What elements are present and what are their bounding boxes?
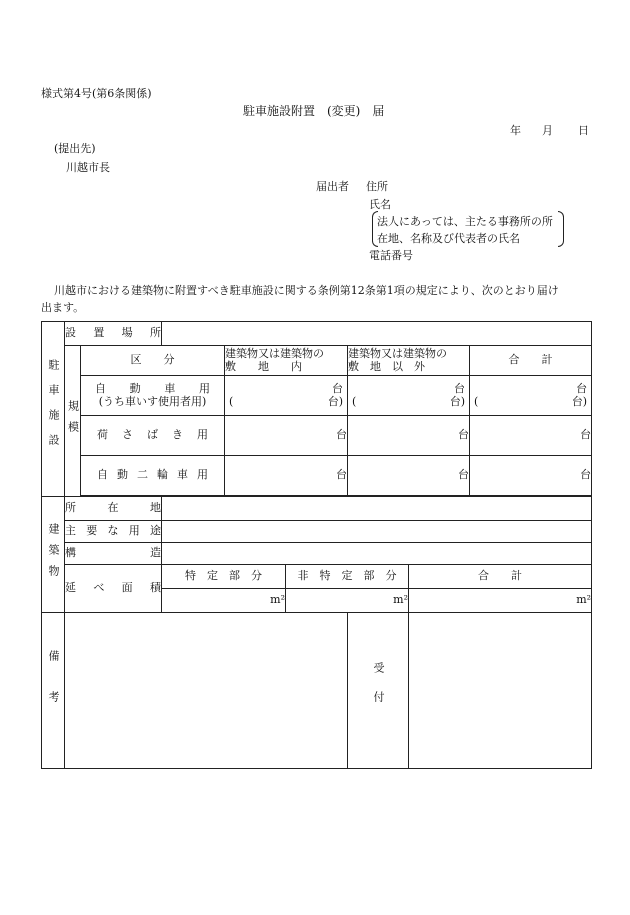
- form-title: 駐車施設附置 (変更) 届: [243, 104, 385, 118]
- motorcycle-inside-value[interactable]: 台: [225, 456, 348, 496]
- col-building-total: 合 計: [409, 565, 592, 589]
- receipt-value[interactable]: [409, 613, 592, 769]
- corporate-note-line1: 法人にあっては、主たる事務所の所: [377, 215, 553, 228]
- building-structure-value[interactable]: [162, 543, 592, 565]
- applicant-label: 届出者: [316, 180, 349, 193]
- total-area-value[interactable]: m²: [409, 589, 592, 613]
- col-category: 区 分: [81, 346, 225, 376]
- specific-area-value[interactable]: m²: [162, 589, 286, 613]
- building-location-label: 所在地: [65, 497, 162, 521]
- loading-outside-value[interactable]: 台: [348, 416, 470, 456]
- loading-total-value[interactable]: 台: [470, 416, 592, 456]
- parking-location-value[interactable]: [162, 322, 592, 346]
- date-day: 日: [578, 124, 589, 137]
- date-month: 月: [542, 124, 553, 137]
- corporate-note-line2: 在地、名称及び代表者の氏名: [377, 232, 520, 245]
- car-total-value[interactable]: 台 ( 台): [470, 376, 592, 416]
- nonspecific-area-value[interactable]: m²: [286, 589, 409, 613]
- parking-section-label: 駐車施設: [42, 322, 65, 497]
- col-specific: 特 定 部 分: [162, 565, 286, 589]
- building-structure-label: 構造: [65, 543, 162, 565]
- row-motorcycle-label: 自動二輪車用: [81, 456, 225, 496]
- row-loading-label: 荷さばき用: [81, 416, 225, 456]
- body-text-line1: 川越市における建築物に附置すべき駐車施設に関する条例第12条第1項の規定により、次のとおり届け: [54, 284, 559, 297]
- col-outside: 建築物又は建築物の 敷 地 以 外: [348, 346, 470, 376]
- remarks-label: 備考: [42, 613, 65, 769]
- scale-label: 規模: [65, 346, 81, 497]
- motorcycle-total-value[interactable]: 台: [470, 456, 592, 496]
- row-car-label: 自動車用 (うち車いす使用者用): [81, 376, 225, 416]
- recipient-label: (提出先): [54, 142, 96, 155]
- recipient-name: 川越市長: [66, 161, 110, 174]
- col-inside: 建築物又は建築物の 敷 地 内: [225, 346, 348, 376]
- body-text-line2: 出ます。: [41, 301, 85, 314]
- parking-location-label: 設置場所: [65, 322, 162, 346]
- notification-form-table: [41, 321, 592, 769]
- col-nonspecific: 非 特 定 部 分: [286, 565, 409, 589]
- building-section-label: 建築物: [42, 497, 65, 613]
- building-use-value[interactable]: [162, 521, 592, 543]
- date-year: 年: [510, 124, 521, 137]
- applicant-phone: 電話番号: [369, 249, 413, 262]
- col-total: 合 計: [470, 346, 592, 376]
- applicant-name: 氏名: [369, 198, 391, 211]
- car-outside-value[interactable]: 台 ( 台): [348, 376, 470, 416]
- building-location-value[interactable]: [162, 497, 592, 521]
- applicant-address: 住所: [366, 180, 388, 193]
- loading-inside-value[interactable]: 台: [225, 416, 348, 456]
- building-use-label: 主要な用途: [65, 521, 162, 543]
- car-inside-value[interactable]: 台 ( 台): [225, 376, 348, 416]
- form-number: 様式第4号(第6条関係): [41, 87, 152, 100]
- remarks-value[interactable]: [65, 613, 348, 769]
- motorcycle-outside-value[interactable]: 台: [348, 456, 470, 496]
- receipt-label: 受付: [348, 613, 409, 769]
- floor-area-label: 延べ面積: [65, 565, 162, 613]
